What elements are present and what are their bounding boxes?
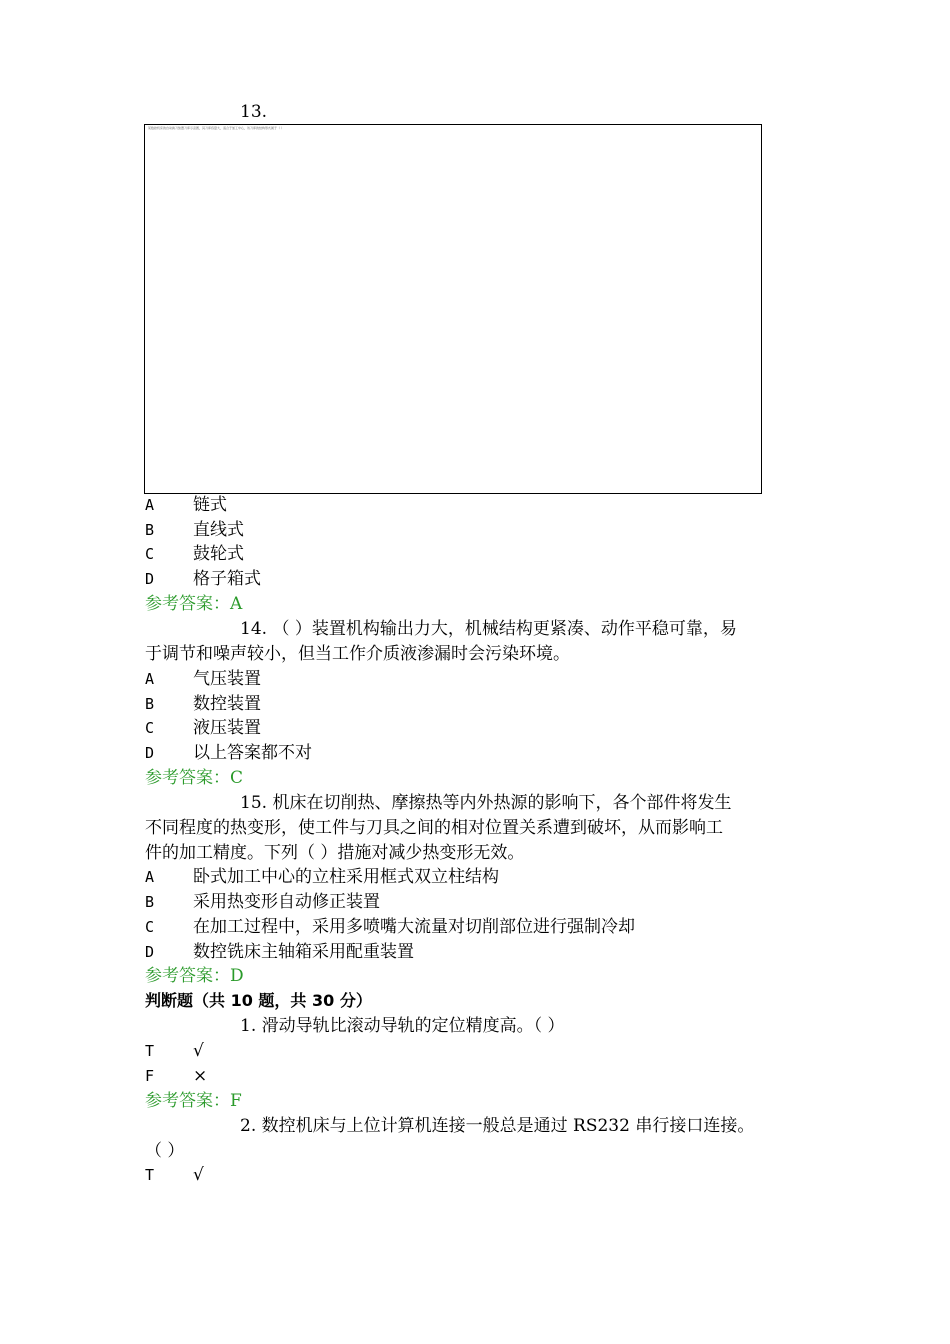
- question-13-option-b: [145, 519, 244, 541]
- cross-mark: ×: [193, 1066, 208, 1086]
- option-letter: C: [145, 918, 155, 936]
- tf-1-option-t: [145, 1040, 204, 1062]
- question-15-line-3: 件的加工精度。下列（ ）措施对减少热变形无效。: [145, 843, 525, 863]
- check-mark: √: [193, 1165, 204, 1185]
- option-text: 卧式加工中心的立柱采用框式双立柱结构: [193, 867, 499, 887]
- option-text: 液压装置: [193, 718, 261, 738]
- option-text: 采用热变形自动修正装置: [193, 892, 380, 912]
- tf-question-2-line-2: （ ）: [145, 1141, 185, 1161]
- question-13-figure: [144, 124, 762, 494]
- tf-1-answer: 参考答案：F: [145, 1091, 242, 1111]
- question-13-option-a: [145, 494, 227, 516]
- question-13-number: 13.: [240, 102, 268, 122]
- question-14-line-2: 于调节和噪声较小，但当工作介质液渗漏时会污染环境。: [145, 644, 570, 664]
- section-title: 判断题（共 10 题，共 30 分）: [145, 991, 372, 1010]
- question-14-answer: 参考答案：C: [145, 768, 244, 788]
- option-text: 在加工过程中，采用多喷嘴大流量对切削部位进行强制冷却: [193, 917, 635, 937]
- option-text: 数控装置: [193, 694, 261, 714]
- option-text: 鼓轮式: [193, 544, 244, 564]
- tf-question-1: 1. 滑动导轨比滚动导轨的定位精度高。（ ）: [240, 1016, 565, 1036]
- tf-1-option-f: [145, 1065, 207, 1087]
- tf-question-2-line-1: 2. 数控机床与上位计算机连接一般总是通过 RS232 串行接口连接。: [240, 1116, 755, 1136]
- option-text: 链式: [193, 495, 227, 515]
- question-14-option-c: [145, 717, 261, 739]
- question-13-option-d: [145, 568, 261, 590]
- option-letter: A: [145, 496, 155, 514]
- question-14-option-d: [145, 742, 312, 764]
- question-14-option-a: [145, 668, 261, 690]
- question-15-line-2: 不同程度的热变形，使工件与刀具之间的相对位置关系遭到破坏，从而影响工: [145, 818, 723, 838]
- option-text: 气压装置: [193, 669, 261, 689]
- check-mark: √: [193, 1041, 204, 1061]
- figure-caption: 某数控机床的自动换刀装置刀库示意图，其刀库容量大，适合于加工中心，该刀库的结构形式属于（ ）: [148, 126, 284, 130]
- question-15-option-b: [145, 891, 380, 913]
- option-letter: F: [145, 1067, 155, 1085]
- question-15-line-1: 15. 机床在切削热、摩擦热等内外热源的影响下，各个部件将发生: [240, 793, 732, 813]
- option-text: 以上答案都不对: [193, 743, 312, 763]
- question-13-option-c: [145, 543, 244, 565]
- option-letter: B: [145, 893, 155, 911]
- option-letter: A: [145, 670, 155, 688]
- question-14-option-b: [145, 693, 261, 715]
- option-letter: T: [145, 1042, 155, 1060]
- tf-2-option-t: [145, 1164, 204, 1186]
- question-15-option-c: [145, 916, 635, 938]
- option-letter: D: [145, 744, 155, 762]
- option-letter: T: [145, 1166, 155, 1184]
- option-text: 格子箱式: [193, 569, 261, 589]
- option-letter: D: [145, 943, 155, 961]
- question-15-option-a: [145, 866, 499, 888]
- option-text: 直线式: [193, 520, 244, 540]
- question-15-option-d: [145, 941, 414, 963]
- question-14-line-1: 14. （ ）装置机构输出力大，机械结构更紧凑、动作平稳可靠，易: [240, 619, 737, 639]
- option-letter: D: [145, 570, 155, 588]
- option-letter: B: [145, 695, 155, 713]
- question-15-answer: 参考答案：D: [145, 966, 244, 986]
- option-letter: B: [145, 521, 155, 539]
- option-letter: C: [145, 545, 155, 563]
- option-letter: C: [145, 719, 155, 737]
- option-text: 数控铣床主轴箱采用配重装置: [193, 942, 414, 962]
- question-13-answer: 参考答案：A: [145, 594, 243, 614]
- option-letter: A: [145, 868, 155, 886]
